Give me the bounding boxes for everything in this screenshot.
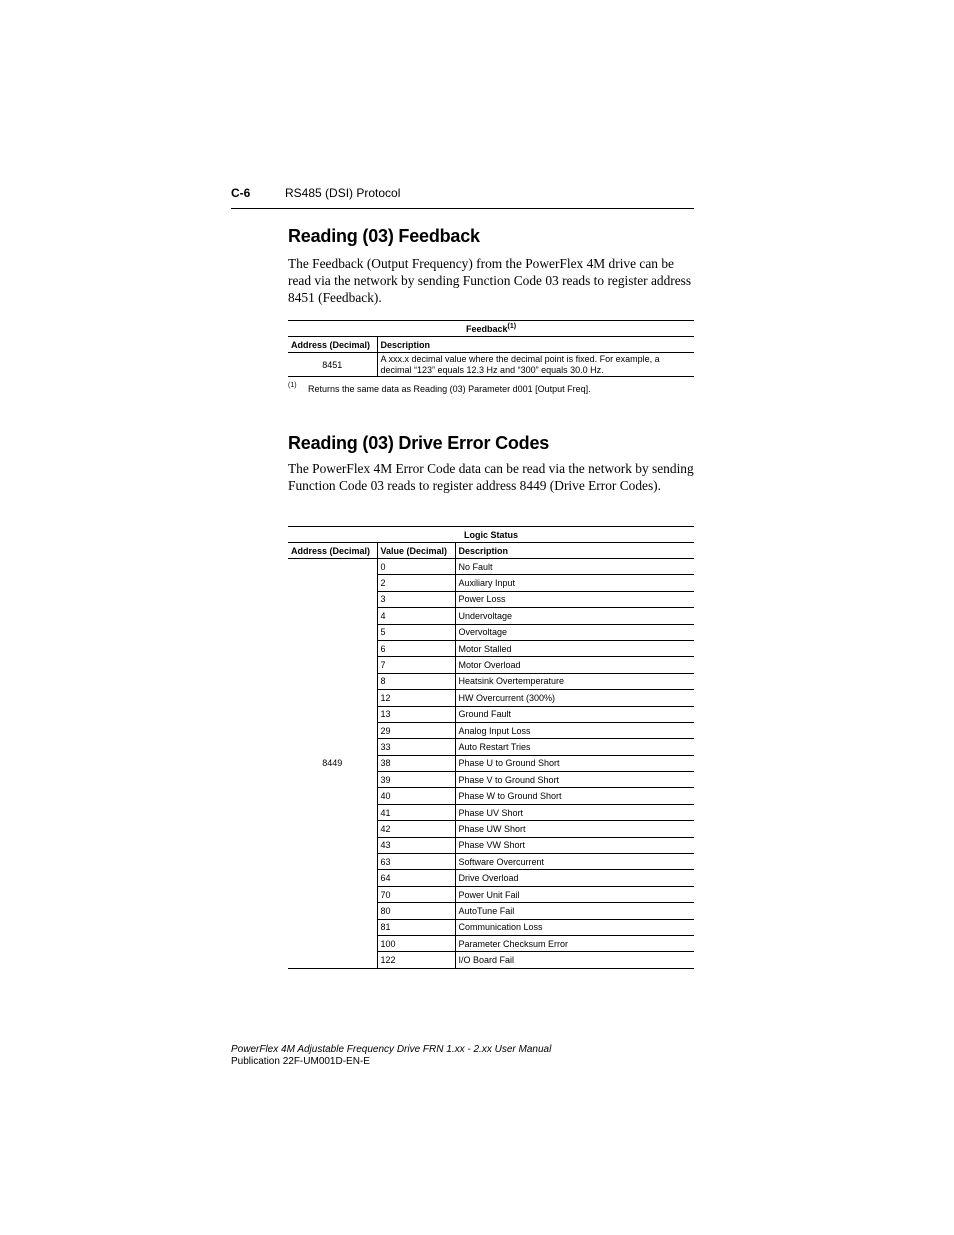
description-cell: I/O Board Fail (455, 952, 694, 968)
error-codes-heading: Reading (03) Drive Error Codes (288, 433, 550, 453)
value-cell: 6 (377, 640, 455, 656)
col-header-address: Address (Decimal) (288, 543, 377, 559)
description-cell: Undervoltage (455, 608, 694, 624)
value-cell: 80 (377, 903, 455, 919)
address-cell: 8449 (288, 559, 377, 969)
feedback-table-caption: Feedback$^{(1)}$ (288, 321, 694, 337)
value-cell: 39 (377, 772, 455, 788)
manual-title: PowerFlex 4M Adjustable Frequency Drive FRN 1.xx - 2.xx User Manual (231, 1044, 552, 1055)
description-cell: Software Overcurrent (455, 854, 694, 870)
value-cell: 63 (377, 854, 455, 870)
value-cell: 5 (377, 624, 455, 640)
table-row (288, 353, 694, 377)
description-cell: Parameter Checksum Error (455, 935, 694, 951)
value-cell: 8 (377, 673, 455, 689)
value-cell: 29 (377, 722, 455, 738)
col-header-description: Description (377, 337, 694, 353)
value-cell: 0 (377, 559, 455, 575)
value-cell: 100 (377, 935, 455, 951)
description-cell: Phase W to Ground Short (455, 788, 694, 804)
value-cell: 70 (377, 886, 455, 902)
page-footer (231, 1044, 551, 1068)
description-cell: Overvoltage (455, 624, 694, 640)
logic-status-caption: Logic Status (288, 527, 694, 543)
description-cell: Ground Fault (455, 706, 694, 722)
address-cell: 8451 (288, 353, 377, 377)
value-cell: 40 (377, 788, 455, 804)
value-cell: 42 (377, 821, 455, 837)
value-cell: 3 (377, 591, 455, 607)
value-cell: 41 (377, 804, 455, 820)
description-cell: Communication Loss (455, 919, 694, 935)
description-cell: HW Overcurrent (300%) (455, 690, 694, 706)
table-row (288, 559, 694, 575)
footnote-text: Returns the same data as Reading (03) Parameter d001 [Output Freq]. (308, 384, 591, 394)
value-cell: 2 (377, 575, 455, 591)
value-cell: 38 (377, 755, 455, 771)
description-cell: AutoTune Fail (455, 903, 694, 919)
page-number: C-6 (231, 186, 251, 200)
section-title: RS485 (DSI) Protocol (285, 186, 401, 200)
description-cell: Auto Restart Tries (455, 739, 694, 755)
description-cell: Motor Overload (455, 657, 694, 673)
description-cell: Auxiliary Input (455, 575, 694, 591)
description-cell: No Fault (455, 559, 694, 575)
description-cell: Phase UW Short (455, 821, 694, 837)
footnote-marker: (1) (288, 382, 297, 389)
description-cell: Phase UV Short (455, 804, 694, 820)
col-header-description: Description (455, 543, 694, 559)
description-cell: Drive Overload (455, 870, 694, 886)
footnote-ref: (1) (507, 322, 517, 330)
description-cell: Heatsink Overtemperature (455, 673, 694, 689)
col-header-value: Value (Decimal) (377, 543, 455, 559)
description-cell: Phase U to Ground Short (455, 755, 694, 771)
value-cell: 12 (377, 690, 455, 706)
feedback-heading: Reading (03) Feedback (288, 226, 480, 246)
value-cell: 64 (377, 870, 455, 886)
page-header (231, 186, 694, 209)
description-cell: Motor Stalled (455, 640, 694, 656)
publication-number: Publication 22F-UM001D-EN-E (231, 1056, 370, 1067)
value-cell: 4 (377, 608, 455, 624)
feedback-table (288, 320, 694, 377)
description-cell: Power Unit Fail (455, 886, 694, 902)
description-cell: Phase V to Ground Short (455, 772, 694, 788)
value-cell: 13 (377, 706, 455, 722)
feedback-paragraph: The Feedback (Output Frequency) from the PowerFlex 4M drive can be read via the network by sending Function Code 03 reads to register address 8451 (Feedback). (288, 256, 692, 305)
logic-status-table (288, 526, 694, 969)
value-cell: 33 (377, 739, 455, 755)
value-cell: 122 (377, 952, 455, 968)
value-cell: 7 (377, 657, 455, 673)
description-cell: Analog Input Loss (455, 722, 694, 738)
value-cell: 81 (377, 919, 455, 935)
value-cell: 43 (377, 837, 455, 853)
description-cell: Power Loss (455, 591, 694, 607)
col-header-address: Address (Decimal) (288, 337, 377, 353)
description-cell: Phase VW Short (455, 837, 694, 853)
error-codes-paragraph: The PowerFlex 4M Error Code data can be read via the network by sending Function Code 03 reads to register address 8449 (Drive Error Codes). (288, 461, 694, 493)
description-cell: A xxx.x decimal value where the decimal point is fixed. For example, a decimal “123” equals 12.3 Hz and “300” equals 30.0 Hz. (377, 353, 694, 377)
table-footnote (288, 382, 591, 394)
